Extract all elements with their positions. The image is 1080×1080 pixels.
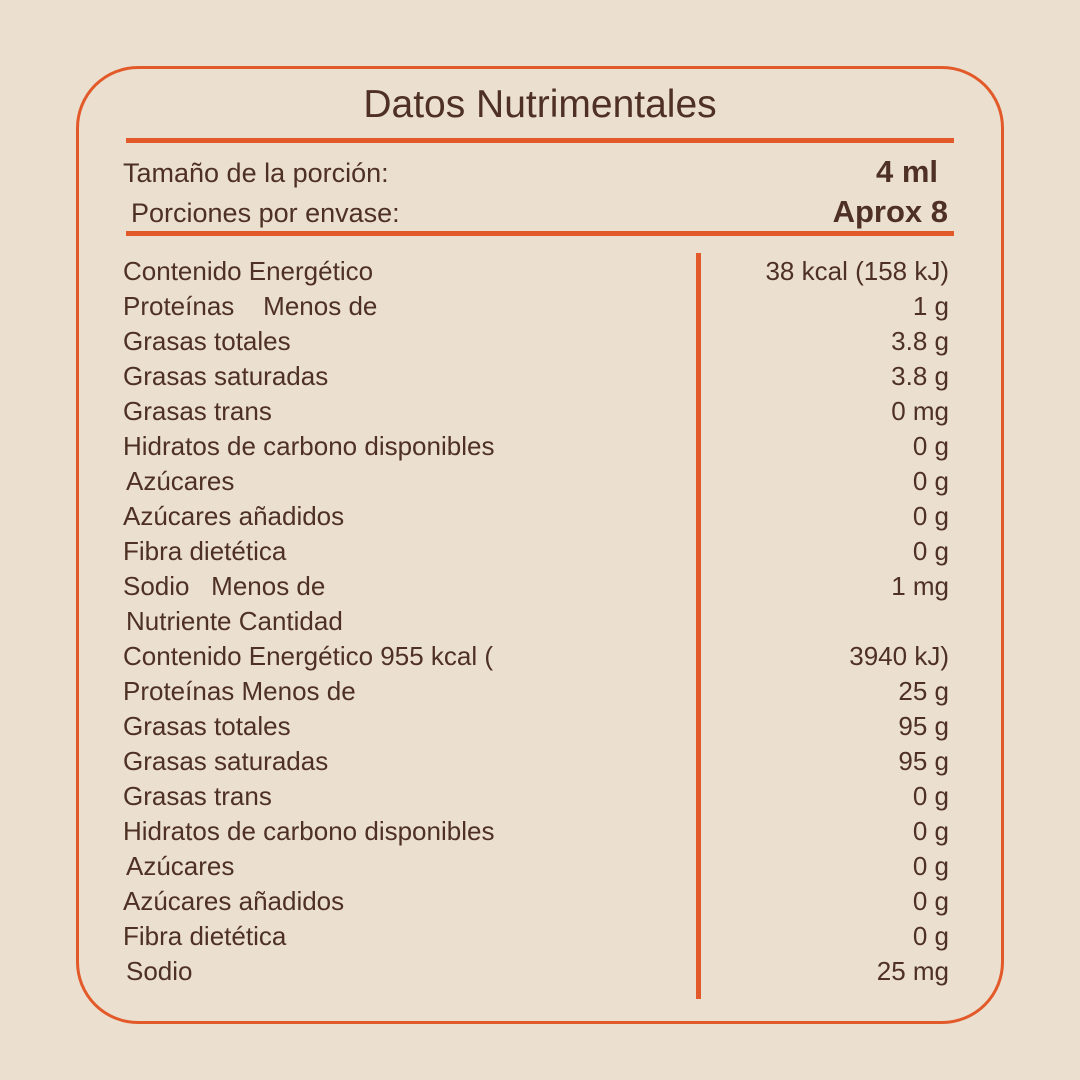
nutrient-amount: 3.8 g (891, 361, 949, 391)
nutrient-amount: 0 g (912, 781, 949, 811)
nutrient-name: Grasas saturadas (123, 746, 329, 776)
nutrient-name: Hidratos de carbono disponibles (123, 431, 495, 461)
nutrient-row (0, 289, 1080, 324)
nutrient-row (0, 779, 1080, 814)
nutrient-row (0, 884, 1080, 919)
nutrient-name: Grasas saturadas (123, 361, 329, 391)
nutrient-row (0, 744, 1080, 779)
nutrient-name: Azúcares (126, 851, 235, 881)
nutrient-amount: 0 g (912, 536, 949, 566)
nutrient-name: Azúcares (126, 466, 235, 496)
servings-per-container-value: Aprox 8 (832, 194, 948, 229)
nutrient-name: Grasas totales (123, 326, 291, 356)
nutrient-amount: 0 g (912, 501, 949, 531)
nutrient-row (0, 464, 1080, 499)
servings-per-container-label: Porciones por envase: (131, 198, 400, 228)
nutrient-amount: 1 g (912, 291, 949, 321)
nutrient-name: Proteínas Menos de (123, 291, 378, 321)
nutrient-name: Hidratos de carbono disponibles (123, 816, 495, 846)
nutrient-amount: 38 kcal (158 kJ) (765, 256, 949, 286)
nutrient-row (0, 394, 1080, 429)
nutrient-name: Fibra dietética (123, 536, 287, 566)
nutrient-amount: 1 mg (891, 571, 949, 601)
nutrient-row (0, 429, 1080, 464)
nutrient-row (0, 814, 1080, 849)
nutrient-row (0, 919, 1080, 954)
nutrient-name: Grasas trans (123, 396, 272, 426)
nutrient-amount: 95 g (898, 711, 949, 741)
nutrient-amount: 95 g (898, 746, 949, 776)
nutrient-amount: 0 g (912, 921, 949, 951)
nutrient-row (0, 359, 1080, 394)
nutrient-row (0, 954, 1080, 989)
title-divider (126, 138, 954, 143)
nutrient-row (0, 324, 1080, 359)
nutrient-amount: 25 mg (876, 956, 949, 986)
label-title: Datos Nutrimentales (363, 83, 717, 126)
serving-size-value: 4 ml (875, 154, 938, 189)
nutrient-row (0, 849, 1080, 884)
nutrient-amount: 0 g (912, 886, 949, 916)
nutrient-row (0, 674, 1080, 709)
nutrient-name: Azúcares añadidos (123, 501, 345, 531)
nutrient-name: Fibra dietética (123, 921, 287, 951)
nutrient-name: Grasas totales (123, 711, 291, 741)
nutrient-row (0, 569, 1080, 604)
nutrient-header-text: Nutriente Cantidad (126, 606, 343, 636)
nutrient-amount: 3.8 g (891, 326, 949, 356)
nutrient-amount: 3940 kJ) (849, 641, 949, 671)
nutrient-amount: 0 g (912, 431, 949, 461)
nutrient-row (0, 254, 1080, 289)
nutrient-name: Azúcares añadidos (123, 886, 345, 916)
nutrient-amount: 0 g (912, 816, 949, 846)
nutrient-row (0, 534, 1080, 569)
nutrient-name: Contenido Energético 955 kcal ( (123, 641, 494, 671)
nutrient-name: Sodio Menos de (123, 571, 326, 601)
nutrient-name: Contenido Energético (123, 256, 374, 286)
serving-size-label: Tamaño de la porción: (123, 158, 389, 188)
nutrient-amount: 0 mg (891, 396, 949, 426)
nutrient-row (0, 499, 1080, 534)
serving-divider (126, 231, 954, 236)
nutrient-row (0, 639, 1080, 674)
nutrient-header-row (0, 604, 1080, 639)
nutrient-amount: 0 g (912, 466, 949, 496)
nutrient-row (0, 709, 1080, 744)
nutrient-name: Sodio (126, 956, 193, 986)
nutrient-amount: 25 g (898, 676, 949, 706)
nutrient-name: Proteínas Menos de (123, 676, 356, 706)
nutrient-name: Grasas trans (123, 781, 272, 811)
nutrient-amount: 0 g (912, 851, 949, 881)
